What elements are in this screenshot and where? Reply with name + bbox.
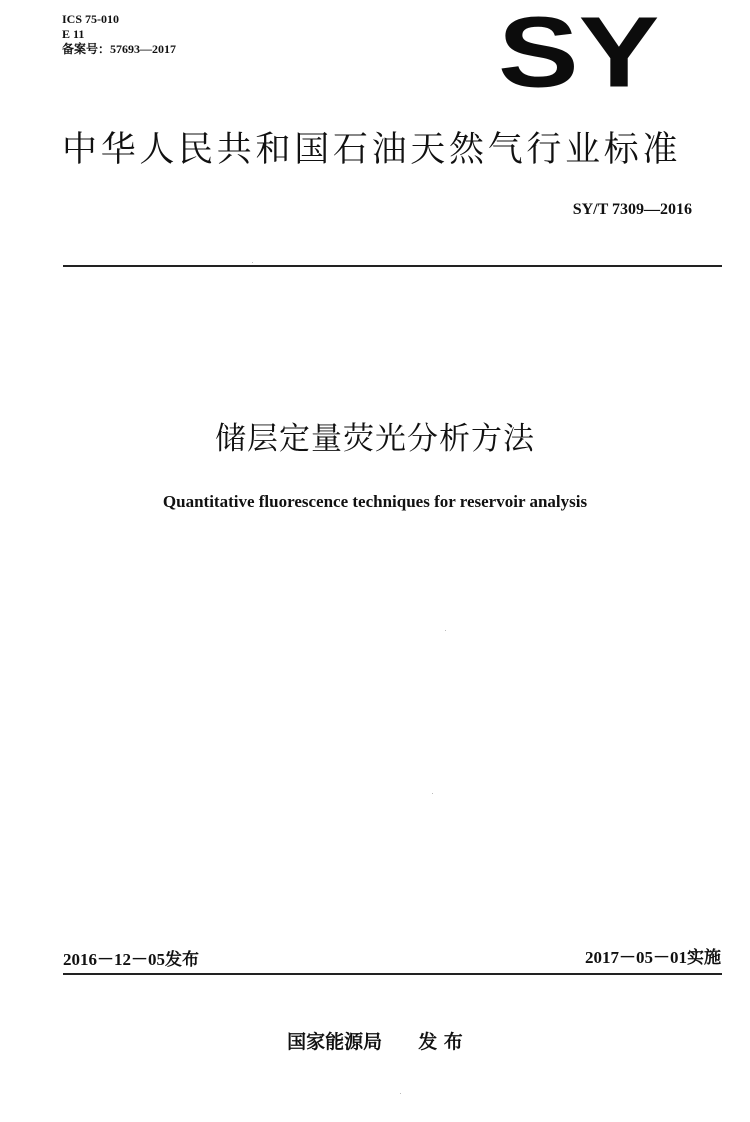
- chinese-title: 储层定量荧光分析方法: [215, 421, 535, 457]
- implementation-date: 2017－05－01实施: [585, 948, 721, 967]
- issuer-name: 国家能源局: [287, 1031, 383, 1053]
- top-divider: [63, 265, 722, 267]
- scan-speck: [400, 1093, 401, 1094]
- bottom-divider: [63, 973, 722, 975]
- standard-number: SY/T 7309—2016: [572, 201, 692, 218]
- scan-speck: [432, 793, 433, 794]
- scan-speck: [445, 630, 446, 631]
- issue-date: 2016－12－05发布: [63, 950, 199, 969]
- category-code: E 11: [62, 27, 85, 41]
- issue-action: 发 布: [418, 1031, 463, 1053]
- filing-number: 备案号：57693—2017: [62, 42, 177, 56]
- ics-code: ICS 75-010: [62, 12, 120, 26]
- issuer-line: [0, 1027, 750, 1054]
- organization-title: 中华人民共和国石油天然气行业标准: [62, 130, 682, 170]
- scan-speck: [252, 262, 253, 263]
- sy-logo: SY: [498, 0, 660, 109]
- document-metadata: [62, 12, 176, 57]
- english-title: Quantitative fluorescence techniques for reservoir analysis: [162, 492, 588, 511]
